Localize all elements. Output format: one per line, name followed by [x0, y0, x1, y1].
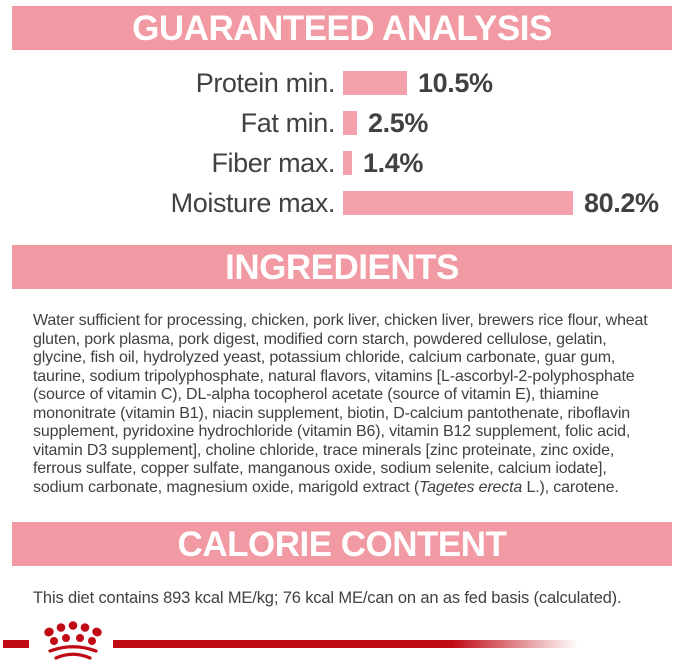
nutrient-bar	[343, 71, 407, 95]
nutrient-bar	[343, 191, 573, 215]
calorie-content-header: CALORIE CONTENT	[12, 522, 672, 566]
ingredients-text-after: L.), carotene.	[522, 478, 619, 496]
nutrient-label: Fat min.	[240, 107, 335, 138]
nutrient-bar	[343, 151, 352, 175]
analysis-row-moisture	[0, 183, 679, 223]
ingredients-paragraph	[33, 312, 651, 497]
calorie-content-text: This diet contains 893 kcal ME/kg; 76 kcal ME/can on an as fed basis (calculated).	[33, 588, 622, 607]
ingredients-header: INGREDIENTS	[12, 245, 672, 289]
ingredients-species-italic: Tagetes erecta	[419, 478, 523, 496]
royal-canin-crown-icon	[34, 618, 112, 661]
nutrient-label: Fiber max.	[211, 147, 335, 178]
nutrient-label: Protein min.	[195, 67, 335, 98]
ingredients-text-before: Water sufficient for processing, chicken, pork liver, chicken liver, brewers rice flour, wheat gluten, pork plasma, pork digest, modified corn starch, powdered cellulose, gelatin, glycine, fish oil, hydrolyzed yeast, potassium chloride, calcium carbonate, guar gum, taurine, sodium tripolyphosphate, natural flavors, vitamins [L-ascorbyl-2-polyphosphate (source of vitamin C), DL-alpha tocopherol acetate (source of vitamin E), thiamine mononitrate (vitamin B1), niacin supplement, biotin, D-calcium pantothenate, riboflavin supplement, pyridoxine hydrochloride (vitamin B6), vitamin B12 supplement, folic acid, vitamin D3 supplement], choline chloride, trace minerals [zinc proteinate, zinc oxide, ferrous sulfate, copper sulfate, manganous oxide, sodium selenite, calcium iodate], sodium carbonate, magnesium oxide, marigold extract (	[33, 312, 648, 496]
footer-red-band-left	[3, 640, 29, 648]
footer-red-band-right	[113, 640, 578, 648]
nutrient-bar	[343, 111, 357, 135]
nutrient-value: 80.2%	[584, 187, 659, 218]
nutrient-value: 2.5%	[368, 107, 428, 138]
analysis-row-fat	[0, 103, 679, 143]
guaranteed-analysis-table	[0, 63, 679, 223]
nutrient-value: 1.4%	[363, 147, 423, 178]
nutrient-value: 10.5%	[418, 67, 493, 98]
analysis-row-fiber	[0, 143, 679, 183]
nutrient-label: Moisture max.	[170, 187, 335, 218]
analysis-row-protein	[0, 63, 679, 103]
guaranteed-analysis-header: GUARANTEED ANALYSIS	[12, 6, 672, 50]
